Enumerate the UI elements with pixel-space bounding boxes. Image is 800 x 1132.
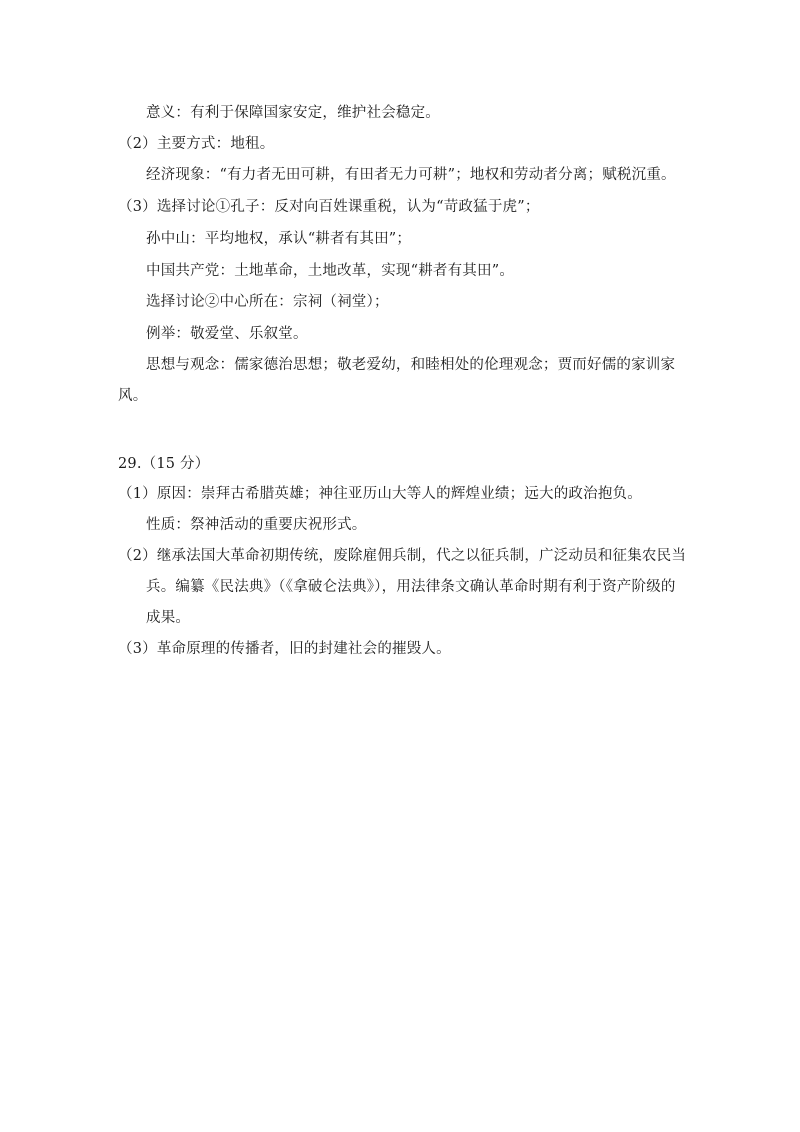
text-line: （2）继承法国大革命初期传统，废除雇佣兵制，代之以征兵制，广泛动员和征集农民当 xyxy=(118,548,687,564)
text-line: 意义：有利于保障国家安定，维护社会稳定。 xyxy=(146,105,440,121)
question-number: 29.（15 分） xyxy=(118,456,210,472)
text-line: 性质：祭神活动的重要庆祝形式。 xyxy=(146,517,367,533)
text-line: （2）主要方式：地租。 xyxy=(118,136,275,152)
text-line: （3）选择讨论①孔子：反对向百姓课重税，认为“苛政猛于虎”； xyxy=(118,199,540,215)
text-line: （3）革命原理的传播者，旧的封建社会的摧毁人。 xyxy=(118,641,451,657)
text-line: 经济现象：“有力者无田可耕，有田者无力可耕”；地权和劳动者分离；赋税沉重。 xyxy=(146,167,676,183)
text-line: 中国共产党：土地革命，土地改革，实现“耕者有其田”。 xyxy=(146,263,515,279)
text-line: 兵。编纂《民法典》（《拿破仑法典》），用法律条文确认革命时期有利于资产阶级的 xyxy=(146,579,676,595)
text-line: 选择讨论②中心所在：宗祠（祠堂）； xyxy=(146,294,389,310)
text-line: 风。 xyxy=(118,388,148,404)
text-line: 成果。 xyxy=(146,610,191,626)
text-line: 思想与观念：儒家德治思想；敬老爱幼，和睦相处的伦理观念；贾而好儒的家训家 xyxy=(146,357,676,373)
text-line: 例举：敬爱堂、乐叙堂。 xyxy=(146,326,308,342)
text-line: 孙中山：平均地权，承认“耕者有其田”； xyxy=(146,231,412,247)
text-line: （1）原因：崇拜古希腊英雄；神往亚历山大等人的辉煌业绩；远大的政治抱负。 xyxy=(118,486,642,502)
